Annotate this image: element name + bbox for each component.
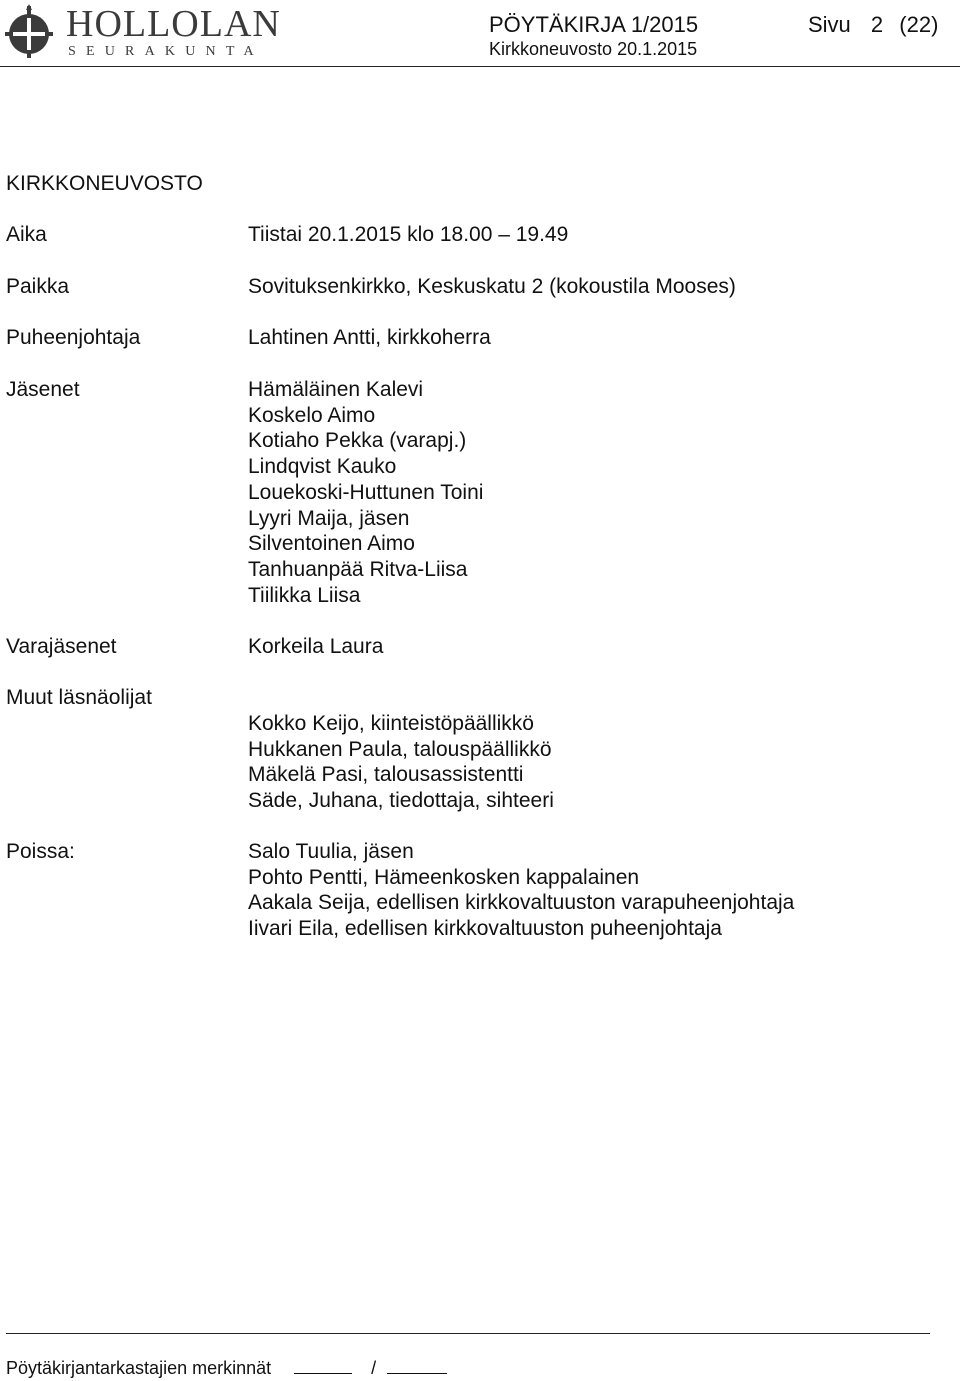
- parish-logo: [4, 4, 284, 60]
- puheenjohtaja-value: Lahtinen Antti, kirkkoherra: [248, 326, 491, 349]
- list-item: Lyyri Maija, jäsen: [248, 506, 410, 530]
- list-item: Kokko Keijo, kiinteistöpäällikkö: [248, 712, 534, 735]
- poissa-list: [248, 839, 794, 942]
- list-item: Koskelo Aimo: [248, 403, 376, 427]
- puheenjohtaja-label: Puheenjohtaja: [6, 326, 141, 349]
- page-word: Sivu: [808, 12, 851, 37]
- jasenet-list: [248, 377, 483, 608]
- list-item: Tanhuanpää Ritva-Liisa: [248, 557, 468, 581]
- logo-subtitle: SEURAKUNTA: [68, 44, 264, 59]
- logo-name: HOLLOLAN: [66, 3, 281, 45]
- list-item: Aakala Seija, edellisen kirkkovaltuuston varapuheenjohtaja: [248, 891, 795, 915]
- page-indicator: [808, 12, 938, 38]
- list-item: Salo Tuulia, jäsen: [248, 840, 414, 863]
- list-item: Mäkelä Pasi, talousassistentti: [248, 763, 524, 787]
- paikka-value: Sovituksenkirkko, Keskuskatu 2 (kokoustila Mooses): [248, 275, 736, 298]
- page-heading: KIRKKONEUVOSTO: [6, 172, 203, 195]
- list-item: Kotiaho Pekka (varapj.): [248, 429, 467, 453]
- signature-blank-2: [387, 1357, 447, 1374]
- list-item: Hukkanen Paula, talouspäällikkö: [248, 737, 552, 761]
- list-item: Iivari Eila, edellisen kirkkovaltuuston puheenjohtaja: [248, 917, 722, 941]
- page-total: (22): [899, 12, 939, 37]
- list-item: Hämäläinen Kalevi: [248, 378, 424, 401]
- poissa-label: Poissa:: [6, 840, 75, 863]
- footer-separator: /: [371, 1358, 377, 1378]
- paikka-label: Paikka: [6, 275, 70, 298]
- muut-list: [248, 711, 554, 814]
- page-footer: [6, 1357, 447, 1379]
- footer-divider: [6, 1333, 930, 1334]
- header-divider: [0, 66, 960, 67]
- page-header: [0, 0, 960, 68]
- aika-value: Tiistai 20.1.2015 klo 18.00 – 19.49: [248, 223, 569, 246]
- list-item: Säde, Juhana, tiedottaja, sihteeri: [248, 789, 554, 813]
- varajasenet-label: Varajäsenet: [6, 635, 117, 658]
- document-title: PÖYTÄKIRJA 1/2015: [489, 12, 699, 37]
- page-number: 2: [870, 12, 884, 37]
- signature-blank-1: [294, 1357, 352, 1374]
- aika-label: Aika: [6, 223, 47, 246]
- document-subtitle: Kirkkoneuvosto 20.1.2015: [489, 39, 698, 59]
- footer-label: Pöytäkirjantarkastajien merkinnät: [6, 1358, 272, 1378]
- list-item: Silventoinen Aimo: [248, 532, 415, 556]
- muut-label: Muut läsnäolijat: [6, 686, 152, 709]
- cross-in-circle-icon: [4, 4, 60, 60]
- list-item: Tiilikka Liisa: [248, 583, 361, 607]
- list-item: Louekoski-Huttunen Toini: [248, 480, 484, 504]
- varajasenet-value: Korkeila Laura: [248, 635, 384, 658]
- list-item: Pohto Pentti, Hämeenkosken kappalainen: [248, 865, 640, 889]
- list-item: Lindqvist Kauko: [248, 455, 397, 479]
- jasenet-label: Jäsenet: [6, 378, 80, 401]
